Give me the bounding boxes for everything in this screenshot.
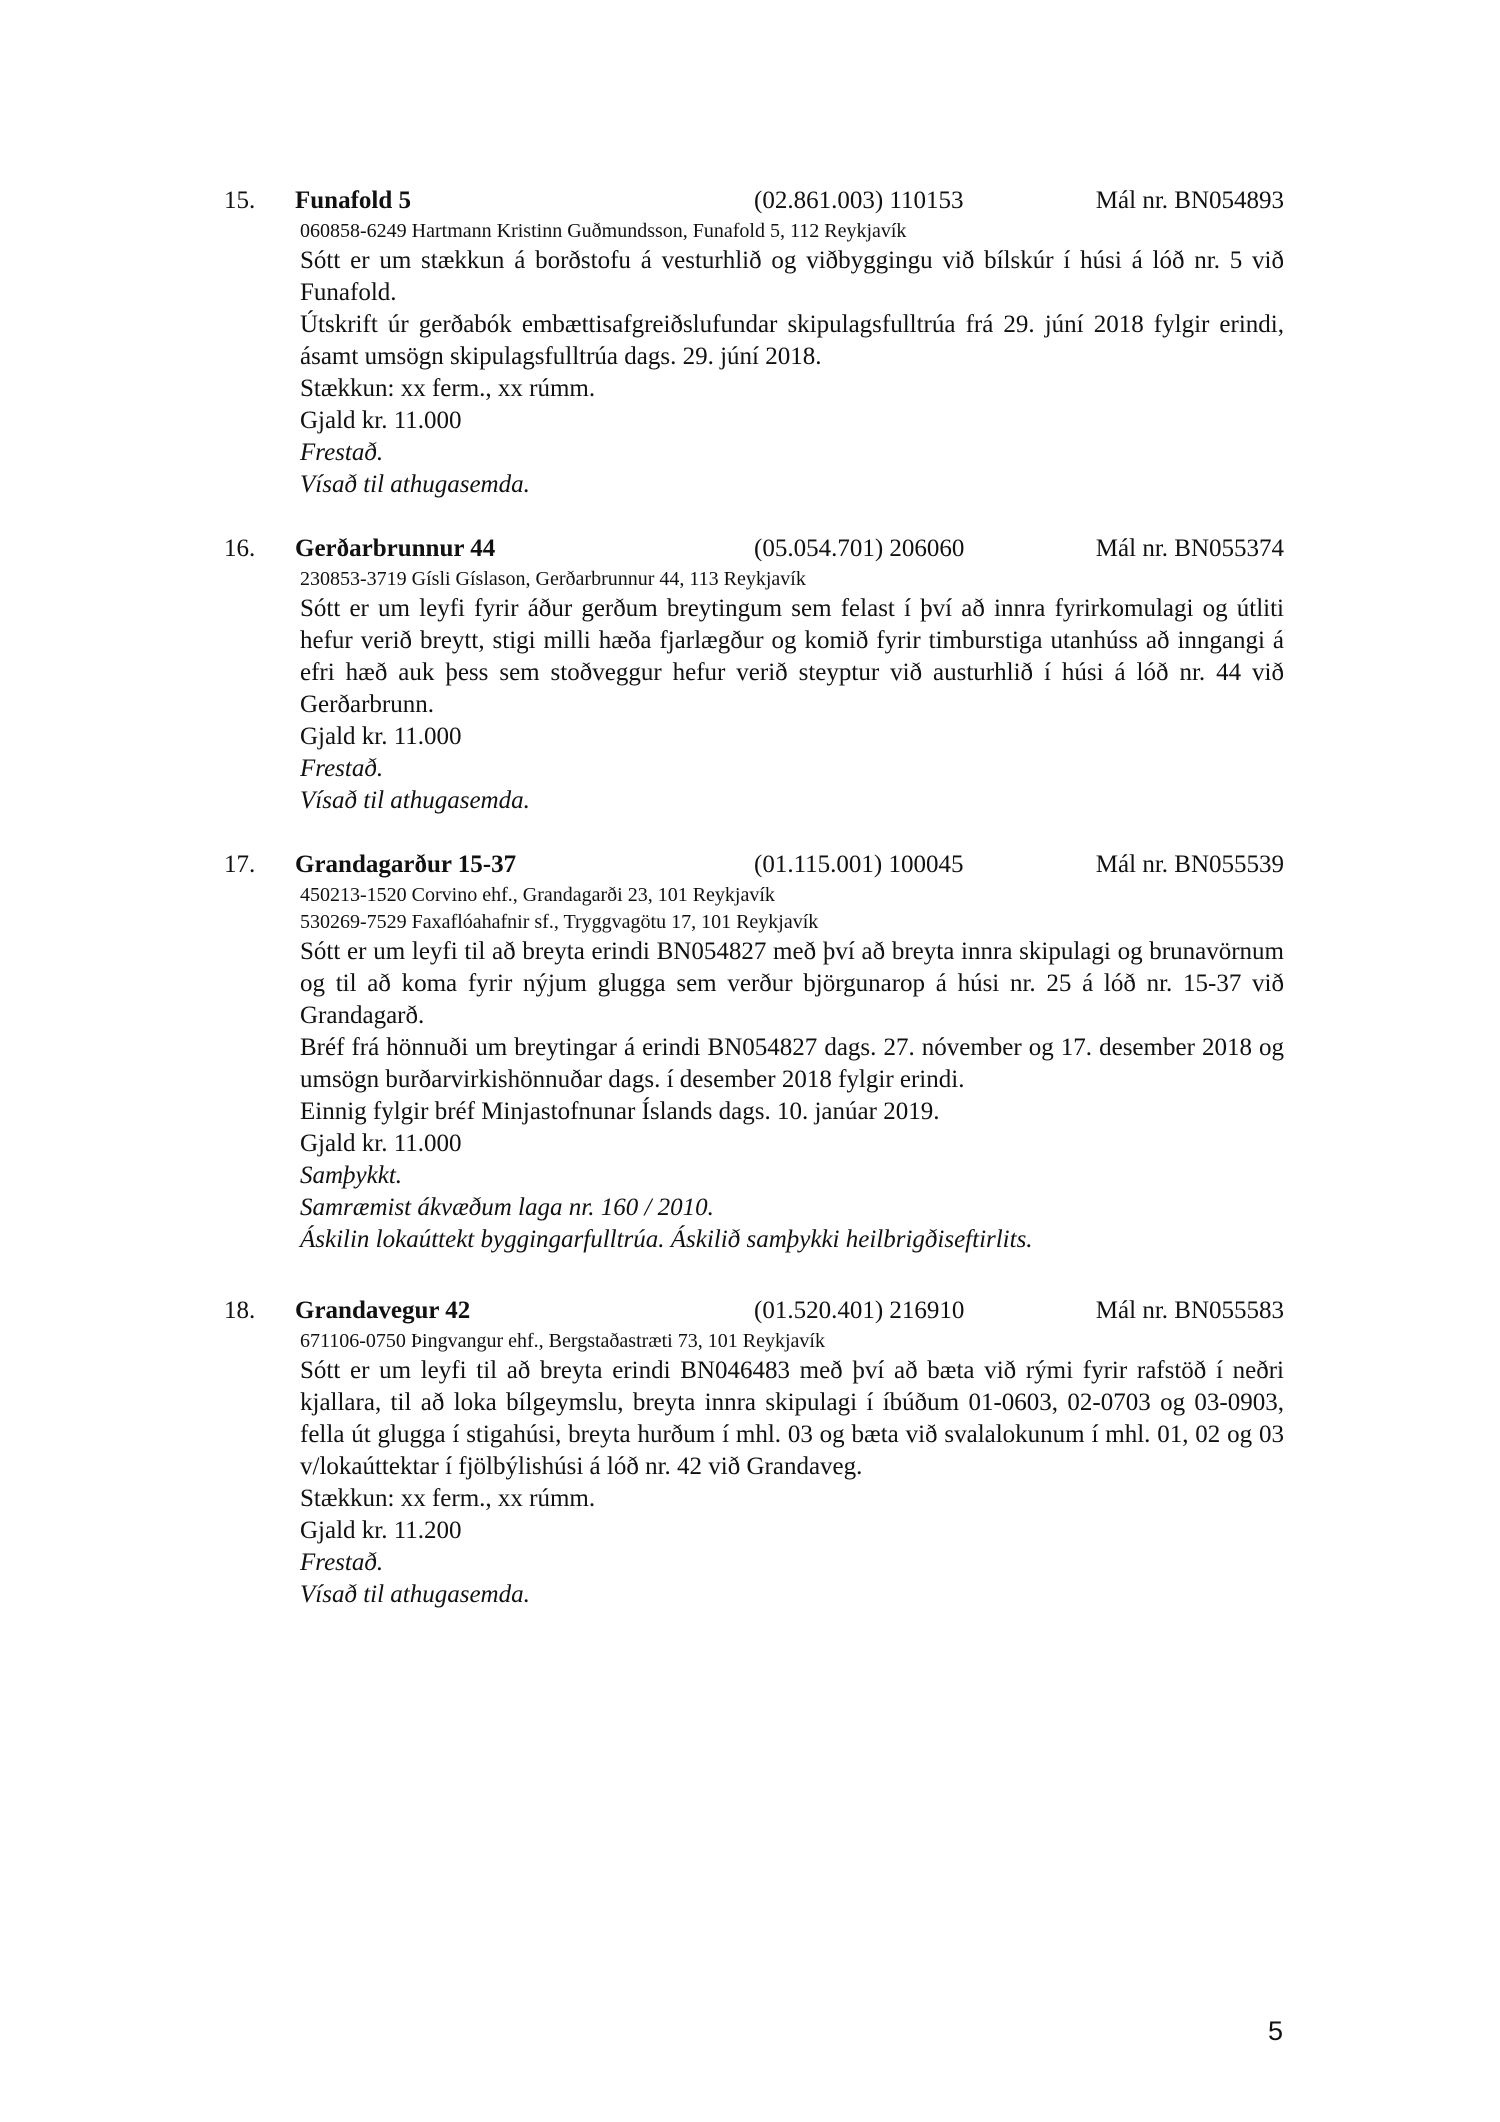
- applicant: 450213-1520 Corvino ehf., Grandagarði 23, 101 Reykjavík: [300, 884, 775, 906]
- applicant: 230853-3719 Gísli Gíslason, Gerðarbrunnur 44, 113 Reykjavík: [300, 568, 806, 590]
- entry-reference: (01.115.001) 100045: [754, 851, 964, 878]
- applicant: 530269-7529 Faxaflóahafnir sf., Tryggvagötu 17, 101 Reykjavík: [300, 911, 819, 933]
- decision-line: Samþykkt.: [300, 1162, 403, 1189]
- case-number: Mál nr. BN055583: [1095, 1297, 1284, 1324]
- entry-body: [300, 566, 1284, 817]
- decision-line: Vísað til athugasemda.: [300, 1581, 530, 1608]
- entry-title: Grandagarður 15-37: [295, 851, 517, 878]
- entry-body: [300, 882, 1284, 1256]
- entry-title: Funafold 5: [295, 187, 412, 214]
- decision-line: Áskilin lokaúttekt byggingarfulltrúa. Áskilið samþykki heilbrigðiseftirlits.: [300, 1226, 1033, 1253]
- description-paragraph: Sótt er um leyfi fyrir áður gerðum breytingum sem felast í því að innra fyrirkomulagi og útliti hefur verið breytt, stigi milli hæða fjarlægður og komið fyrir timburstiga utanhúss að inngangi á efri hæð auk þess sem stoðveggur hefur verið steyptur við austurhlið í húsi á lóð nr. 44 við Gerðarbrunn.: [300, 595, 1284, 718]
- entry-reference: (02.861.003) 110153: [754, 187, 964, 214]
- case-entry: [224, 1294, 1284, 1611]
- description-paragraph: Sótt er um leyfi til að breyta erindi BN054827 með því að breyta innra skipulagi og brunavörnum og til að koma fyrir nýjum glugga sem verður björgunarop á húsi nr. 25 á lóð nr. 15-37 við Grandagarð.: [300, 938, 1284, 1029]
- decision-line: Frestað.: [300, 1549, 384, 1576]
- decision-line: Vísað til athugasemda.: [300, 471, 530, 498]
- description-paragraph: Bréf frá hönnuði um breytingar á erindi BN054827 dags. 27. nóvember og 17. desember 2018 og umsögn burðarvirkishönnuðar dags. í desember 2018 fylgir erindi.: [300, 1034, 1284, 1093]
- decision-line: Frestað.: [300, 755, 384, 782]
- decision-line: Frestað.: [300, 439, 384, 466]
- entry-body: [300, 218, 1284, 501]
- entry-reference: (01.520.401) 216910: [754, 1297, 965, 1324]
- entry-body: [300, 1328, 1284, 1611]
- case-number: Mál nr. BN054893: [1095, 187, 1284, 214]
- case-entry: [224, 184, 1284, 501]
- entry-header: [224, 184, 1284, 218]
- entry-number: 17.: [224, 851, 256, 878]
- fee-line: Gjald kr. 11.000: [300, 723, 462, 750]
- entry-title: Gerðarbrunnur 44: [295, 535, 496, 562]
- detail-line: Stækkun: xx ferm., xx rúmm.: [300, 1485, 596, 1512]
- entry-number: 15.: [224, 187, 256, 214]
- page-number: 5: [1268, 2016, 1284, 2046]
- entry-header: [224, 848, 1284, 882]
- entry-number: 16.: [224, 535, 256, 562]
- fee-line: Gjald kr. 11.200: [300, 1517, 462, 1544]
- description-paragraph: Sótt er um stækkun á borðstofu á vesturhlið og viðbyggingu við bílskúr í húsi á lóð nr. 5 við Funafold.: [300, 247, 1284, 306]
- entry-header: [224, 1294, 1284, 1328]
- description-paragraph: Útskrift úr gerðabók embættisafgreiðslufundar skipulagsfulltrúa frá 29. júní 2018 fylgir erindi, ásamt umsögn skipulagsfulltrúa dags. 29. júní 2018.: [300, 311, 1284, 370]
- case-entry: [224, 532, 1284, 817]
- description-paragraph: Sótt er um leyfi til að breyta erindi BN046483 með því að bæta við rými fyrir rafstöð í neðri kjallara, til að loka bílgeymslu, breyta innra skipulagi í íbúðum 01-0603, 02-0703 og 03-0903, fella út glugga í stigahúsi, breyta hurðum í mhl. 03 og bæta við svalalokunum í mhl. 01, 02 og 03 v/lokaúttektar í fjölbýlishúsi á lóð nr. 42 við Grandaveg.: [300, 1357, 1284, 1480]
- entry-header: [224, 532, 1284, 566]
- detail-line: Stækkun: xx ferm., xx rúmm.: [300, 375, 596, 402]
- case-entry: [224, 848, 1284, 1256]
- entry-title: Grandavegur 42: [295, 1297, 471, 1324]
- applicant: 060858-6249 Hartmann Kristinn Guðmundsson, Funafold 5, 112 Reykjavík: [300, 220, 907, 242]
- case-number: Mál nr. BN055539: [1095, 851, 1284, 878]
- description-paragraph: Einnig fylgir bréf Minjastofnunar Íslands dags. 10. janúar 2019.: [300, 1098, 940, 1125]
- case-number: Mál nr. BN055374: [1095, 535, 1284, 562]
- fee-line: Gjald kr. 11.000: [300, 1130, 462, 1157]
- decision-line: Vísað til athugasemda.: [300, 787, 530, 814]
- fee-line: Gjald kr. 11.000: [300, 407, 462, 434]
- applicant: 671106-0750 Þingvangur ehf., Bergstaðastræti 73, 101 Reykjavík: [300, 1330, 825, 1352]
- entry-number: 18.: [224, 1297, 256, 1324]
- decision-line: Samræmist ákvæðum laga nr. 160 / 2010.: [300, 1194, 714, 1221]
- entry-reference: (05.054.701) 206060: [754, 535, 965, 562]
